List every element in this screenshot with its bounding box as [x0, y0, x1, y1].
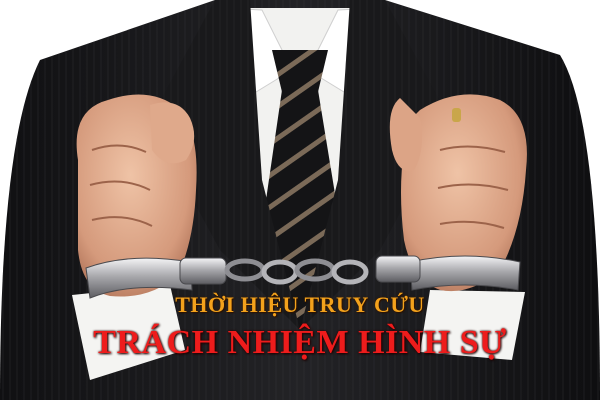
ring: [452, 108, 461, 122]
caption-line-2: TRÁCH NHIỆM HÌNH SỰ: [93, 324, 507, 361]
right-cuff: [410, 256, 520, 290]
caption-line-1: THỜI HIỆU TRUY CỨU: [175, 292, 425, 317]
